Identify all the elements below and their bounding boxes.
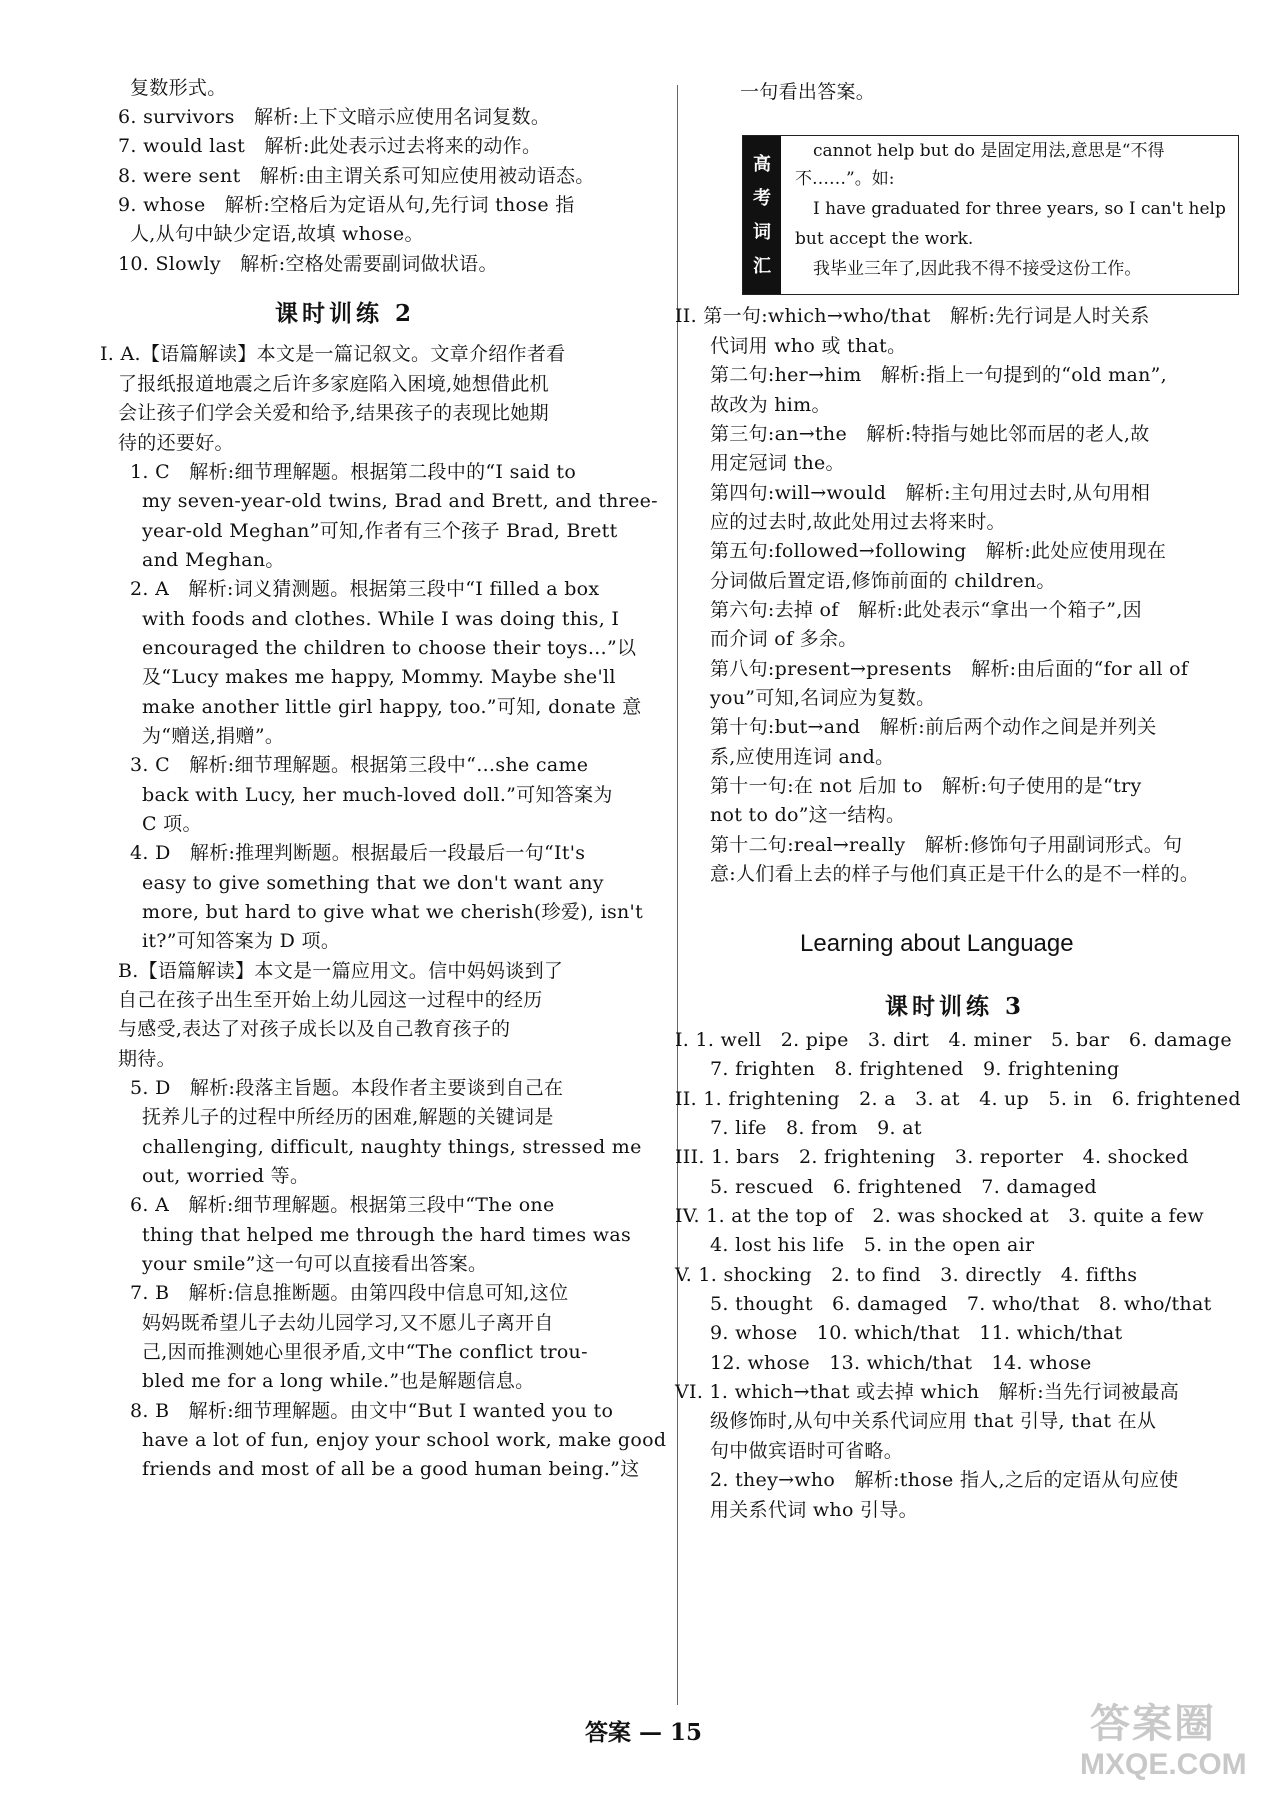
text-line: 第五句:followed→following 解析:此处应使用现在: [710, 540, 1167, 562]
text-line: have a lot of fun, enjoy your school work, make good: [142, 1429, 667, 1451]
text-line: 7. B 解析:信息推断题。由第四段中信息可知,这位: [130, 1282, 569, 1304]
text-line: 4. lost his life 5. in the open air: [710, 1234, 1035, 1256]
text-line: 第十一句:在 not 后加 to 解析:句子使用的是“try: [710, 775, 1142, 797]
text-line: friends and most of all be a good human being.”这: [142, 1458, 640, 1480]
text-line: 第六句:去掉 of 解析:此处表示“拿出一个箱子”,因: [710, 599, 1142, 621]
text-line: back with Lucy, her much-loved doll.”可知答案为: [142, 784, 613, 806]
text-line: 期待。: [118, 1048, 176, 1070]
text-line: I. 1. well 2. pipe 3. dirt 4. miner 5. bar 6. damage: [675, 1029, 1232, 1051]
text-line: 与感受,表达了对孩子成长以及自己教育孩子的: [118, 1018, 511, 1040]
text-line: 而介词 of 多余。: [710, 628, 858, 650]
watermark-logo: [1070, 1690, 1270, 1790]
page-number: 答案 — 15: [584, 1719, 703, 1746]
text-line: 妈妈既希望儿子去幼儿园学习,又不愿儿子离开自: [142, 1312, 554, 1334]
text-line: thing that helped me through the hard times was: [142, 1224, 632, 1246]
text-line: 级修饰时,从句中关系代词应用 that 引导, that 在从: [710, 1410, 1157, 1432]
text-line: 1. C 解析:细节理解题。根据第二段中的“I said to: [130, 461, 577, 483]
vocabulary-note-box: [742, 135, 1239, 295]
text-line: 4. D 解析:推理判断题。根据最后一段最后一句“It's: [130, 842, 586, 864]
text-line: III. 1. bars 2. frightening 3. reporter 4. shocked: [675, 1146, 1189, 1168]
text-line: 8. were sent 解析:由主谓关系可知应使用被动语态。: [118, 165, 595, 187]
text-line: 代词用 who 或 that。: [710, 335, 907, 357]
text-line: 句中做宾语时可省略。: [710, 1440, 904, 1462]
text-line: 9. whose 解析:空格后为定语从句,先行词 those 指: [118, 194, 575, 216]
text-line: 7. frighten 8. frightened 9. frightening: [710, 1058, 1120, 1080]
text-line: 10. Slowly 解析:空格处需要副词做状语。: [118, 253, 498, 275]
text-line: 一句看出答案。: [740, 81, 876, 103]
text-line: 7. would last 解析:此处表示过去将来的动作。: [118, 135, 542, 157]
text-line: out, worried 等。: [142, 1165, 310, 1187]
note-line: 不……”。如:: [795, 169, 895, 189]
text-line: C 项。: [142, 813, 202, 835]
text-line: 第二句:her→him 解析:指上一句提到的“old man”,: [710, 364, 1167, 386]
text-line: 应的过去时,故此处用过去将来时。: [710, 511, 1006, 533]
watermark-top: 答案圈: [1090, 1702, 1216, 1746]
text-line: challenging, difficult, naughty things, stressed me: [142, 1136, 642, 1158]
text-line: IV. 1. at the top of 2. was shocked at 3. quite a few: [675, 1205, 1204, 1227]
text-line: easy to give something that we don't want any: [142, 872, 604, 894]
text-line: 人,从句中缺少定语,故填 whose。: [130, 223, 424, 245]
text-line: 用定冠词 the。: [710, 452, 845, 474]
text-line: encouraged the children to choose their toys…”以: [142, 637, 637, 659]
text-line: 5. rescued 6. frightened 7. damaged: [710, 1176, 1097, 1198]
text-line: 第四句:will→would 解析:主句用过去时,从句用相: [710, 482, 1151, 504]
text-line: 会让孩子们学会关爱和给予,结果孩子的表现比她期: [118, 402, 549, 424]
text-line: 6. survivors 解析:上下文暗示应使用名词复数。: [118, 106, 551, 128]
tag-char: 词: [753, 222, 771, 243]
text-line: 5. thought 6. damaged 7. who/that 8. who/that: [710, 1293, 1212, 1315]
text-line: 第三句:an→the 解析:特指与她比邻而居的老人,故: [710, 423, 1150, 445]
section-heading: 课时训练 2: [275, 300, 416, 327]
text-line: 意:人们看上去的样子与他们真正是干什么的是不一样的。: [710, 863, 1200, 885]
text-line: II. 第一句:which→who/that 解析:先行词是人时关系: [675, 305, 1150, 327]
text-line: VI. 1. which→that 或去掉 which 解析:当先行词被最高: [675, 1381, 1180, 1403]
tag-char: 高: [753, 154, 771, 175]
text-line: 及“Lucy makes me happy, Mommy. Maybe she'll: [142, 666, 616, 688]
text-line: your smile”这一句可以直接看出答案。: [142, 1253, 488, 1275]
text-line: 复数形式。: [130, 77, 227, 99]
text-line: 抚养儿子的过程中所经历的困难,解题的关键词是: [142, 1106, 554, 1128]
text-line: with foods and clothes. While I was doing this, I: [142, 608, 620, 630]
text-line: make another little girl happy, too.”可知, donate 意: [142, 696, 642, 718]
text-line: 待的还要好。: [118, 432, 234, 454]
note-line: I have graduated for three years, so I can't help: [813, 199, 1226, 219]
text-line: 为“赠送,捐赠”。: [142, 725, 285, 747]
section-heading: 课时训练 3: [885, 993, 1026, 1020]
text-line: I. A.【语篇解读】本文是一篇记叙文。文章介绍作者看: [100, 343, 566, 365]
text-line: 自己在孩子出生至开始上幼儿园这一过程中的经历: [118, 989, 543, 1011]
text-line: you”可知,名词应为复数。: [710, 687, 936, 709]
note-line: 我毕业三年了,因此我不得不接受这份工作。: [813, 259, 1142, 279]
text-line: 2. A 解析:词义猜测题。根据第三段中“I filled a box: [130, 578, 600, 600]
text-line: 6. A 解析:细节理解题。根据第三段中“The one: [130, 1194, 555, 1216]
section-subtitle: Learning about Language: [800, 930, 1074, 957]
text-line: 3. C 解析:细节理解题。根据第三段中“…she came: [130, 754, 589, 776]
text-line: 分词做后置定语,修饰前面的 children。: [710, 570, 1056, 592]
text-line: 用关系代词 who 引导。: [710, 1499, 918, 1521]
text-line: 了报纸报道地震之后许多家庭陷入困境,她想借此机: [118, 373, 549, 395]
text-line: 第八句:present→presents 解析:由后面的“for all of: [710, 658, 1189, 680]
text-line: not to do”这一结构。: [710, 804, 906, 826]
text-line: 己,因而推测她心里很矛盾,文中“The conflict trou-: [142, 1341, 588, 1363]
text-line: 2. they→who 解析:those 指人,之后的定语从句应使: [710, 1469, 1179, 1491]
text-line: 7. life 8. from 9. at: [710, 1117, 922, 1139]
text-line: year-old Meghan”可知,作者有三个孩子 Brad, Brett: [142, 520, 618, 542]
text-line: 第十句:but→and 解析:前后两个动作之间是并列关: [710, 716, 1157, 738]
text-line: it?”可知答案为 D 项。: [142, 930, 341, 952]
note-line: but accept the work.: [795, 229, 974, 249]
text-line: and Meghan。: [142, 549, 285, 571]
text-line: 8. B 解析:细节理解题。由文中“But I wanted you to: [130, 1400, 614, 1422]
text-line: 9. whose 10. which/that 11. which/that: [710, 1322, 1123, 1344]
text-line: B.【语篇解读】本文是一篇应用文。信中妈妈谈到了: [118, 960, 564, 982]
note-line: cannot help but do 是固定用法,意思是“不得: [813, 141, 1165, 161]
text-line: bled me for a long while.”也是解题信息。: [142, 1370, 535, 1392]
text-line: V. 1. shocking 2. to find 3. directly 4. fifths: [675, 1264, 1138, 1286]
text-line: 12. whose 13. which/that 14. whose: [710, 1352, 1092, 1374]
text-line: 系,应使用连词 and。: [710, 746, 895, 768]
text-line: 故改为 him。: [710, 394, 831, 416]
tag-char: 考: [753, 188, 771, 209]
text-line: 5. D 解析:段落主旨题。本段作者主要谈到自己在: [130, 1077, 564, 1099]
text-line: II. 1. frightening 2. a 3. at 4. up 5. in 6. frightened: [675, 1088, 1241, 1110]
watermark-bottom: MXQE.COM: [1080, 1748, 1247, 1781]
tag-char: 汇: [753, 256, 771, 277]
vocabulary-note-tag: [743, 136, 781, 294]
text-line: more, but hard to give what we cherish(珍爱), isn't: [142, 901, 643, 923]
text-line: 第十二句:real→really 解析:修饰句子用副词形式。句: [710, 834, 1183, 856]
text-line: my seven-year-old twins, Brad and Brett, and three-: [142, 490, 658, 512]
